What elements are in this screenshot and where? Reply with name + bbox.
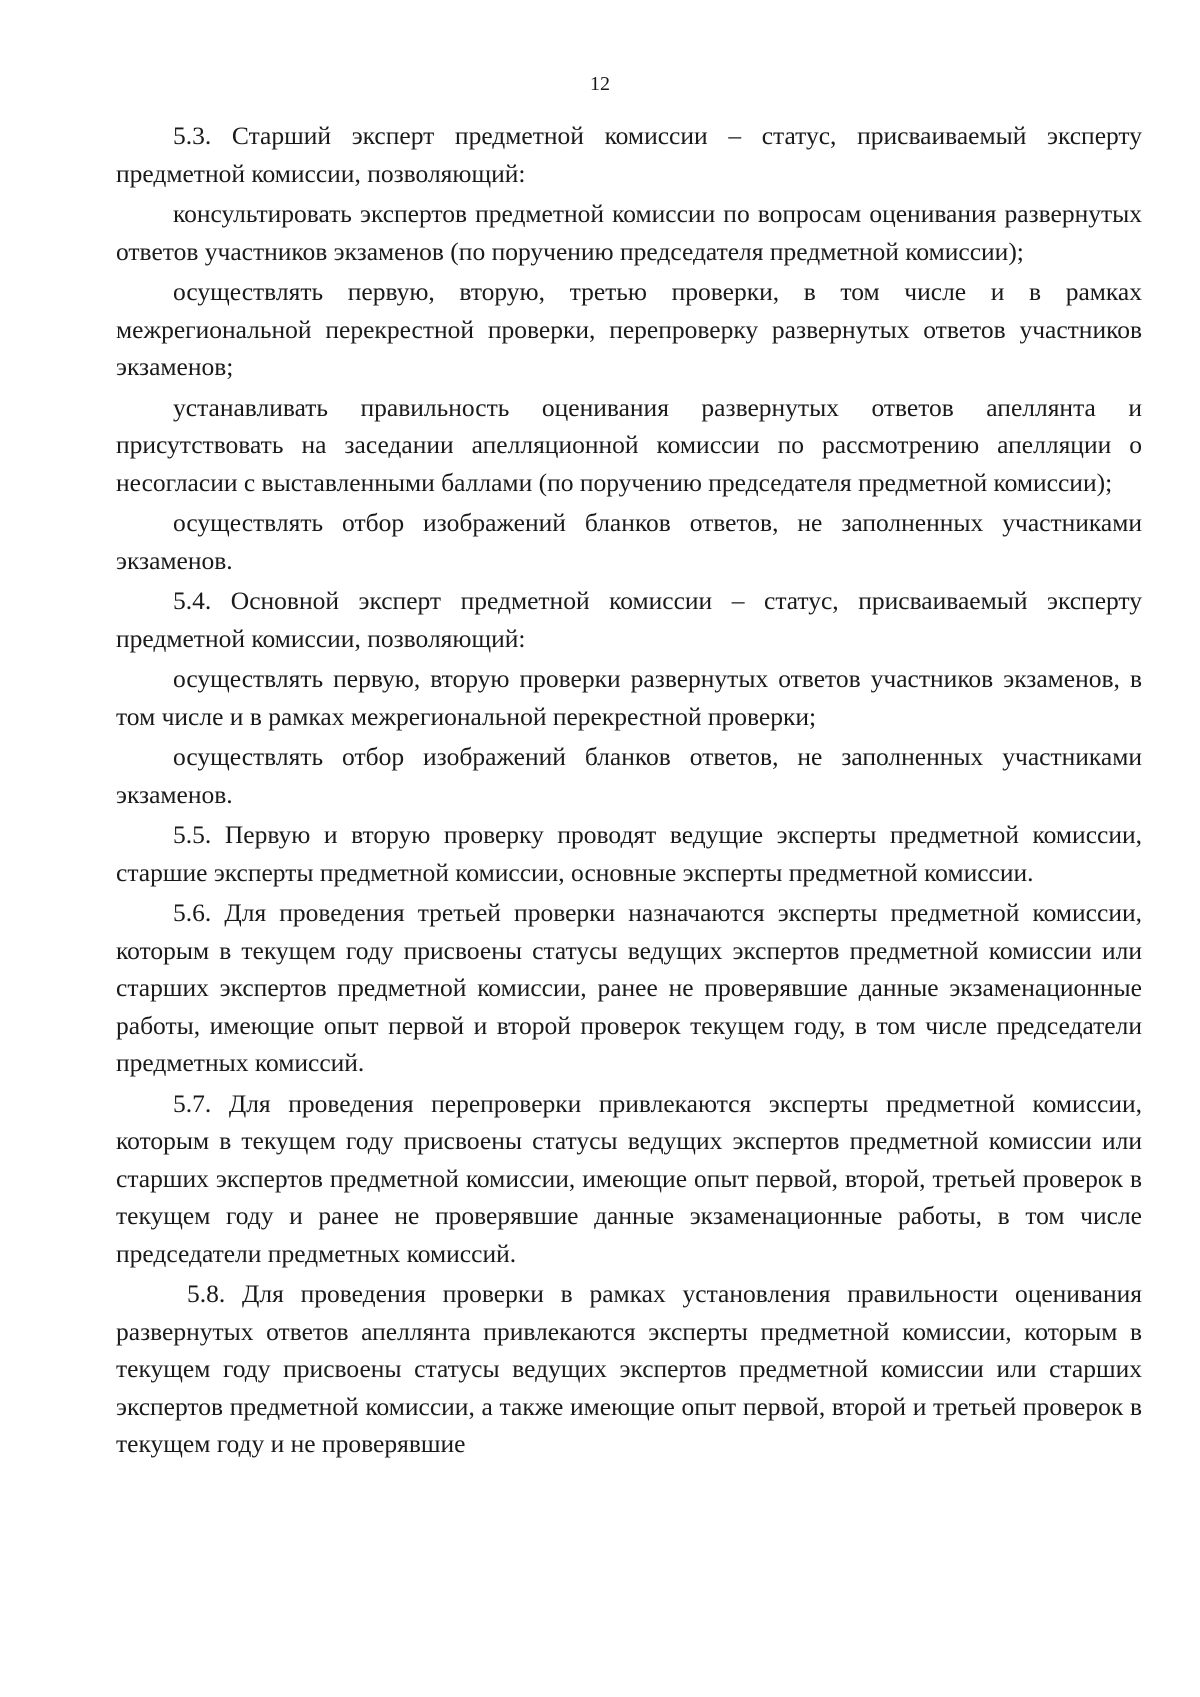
paragraph-5-8: 5.8. Для проведения проверки в рамках установления правильности оценивания развернутых ответов апеллянта привлекаются эксперты предметной комиссии, которым в текущем году присвоены статусы ведущих экспертов предметной комиссии или старших экспертов предметной комиссии, а также имеющие опыт первой, второй и третьей проверок в текущем году и не проверявшие bbox=[116, 1279, 1142, 1458]
paragraph-5-6: 5.6. Для проведения третьей проверки назначаются эксперты предметной комиссии, которым в текущем году присвоены статусы ведущих экспертов предметной комиссии или старших экспертов предметной комиссии, ранее не проверявшие данные экзаменационные работы, имеющие опыт первой и второй проверок текущем году, в том числе председатели предметных комиссий. bbox=[116, 898, 1142, 1077]
document-body bbox=[116, 117, 1142, 1463]
paragraph-blank-selection: осуществлять отбор изображений бланков ответов, не заполненных участниками экзаменов. bbox=[116, 508, 1142, 575]
paragraph-checks: осуществлять первую, вторую, третью проверки, в том числе и в рамках межрегиональной перекрестной проверки, перепроверку развернутых ответов участников экзаменов; bbox=[116, 277, 1142, 381]
paragraph-5-5: 5.5. Первую и вторую проверку проводят ведущие эксперты предметной комиссии, старшие эксперты предметной комиссии, основные эксперты предметной комиссии. bbox=[116, 820, 1142, 887]
paragraph-5-3: 5.3. Старший эксперт предметной комиссии – статус, присваиваемый эксперту предметной комиссии, позволяющий: bbox=[116, 121, 1142, 188]
paragraph-appeal: устанавливать правильность оценивания развернутых ответов апеллянта и присутствовать на заседании апелляционной комиссии по рассмотрению апелляции о несогласии с выставленными баллами (по поручению председателя предметной комиссии); bbox=[116, 392, 1142, 497]
paragraph-5-7: 5.7. Для проведения перепроверки привлекаются эксперты предметной комиссии, которым в текущем году присвоены статусы ведущих экспертов предметной комиссии или старших экспертов предметной комиссии, имеющие опыт первой, второй, третьей проверок в текущем году и ранее не проверявшие данные экзаменационные работы, в том числе председатели предметных комиссий. bbox=[116, 1088, 1142, 1268]
page-number: 12 bbox=[590, 73, 610, 95]
paragraph-consult: консультировать экспертов предметной комиссии по вопросам оценивания развернутых ответов участников экзаменов (по поручению председателя предметной комиссии); bbox=[116, 199, 1142, 266]
paragraph-first-second-checks: осуществлять первую, вторую проверки развернутых ответов участников экзаменов, в том числе и в рамках межрегиональной перекрестной проверки; bbox=[116, 664, 1142, 731]
paragraph-blank-selection-2: осуществлять отбор изображений бланков ответов, не заполненных участниками экзаменов. bbox=[116, 742, 1142, 809]
paragraph-5-4: 5.4. Основной эксперт предметной комиссии – статус, присваиваемый эксперту предметной комиссии, позволяющий: bbox=[116, 586, 1142, 653]
